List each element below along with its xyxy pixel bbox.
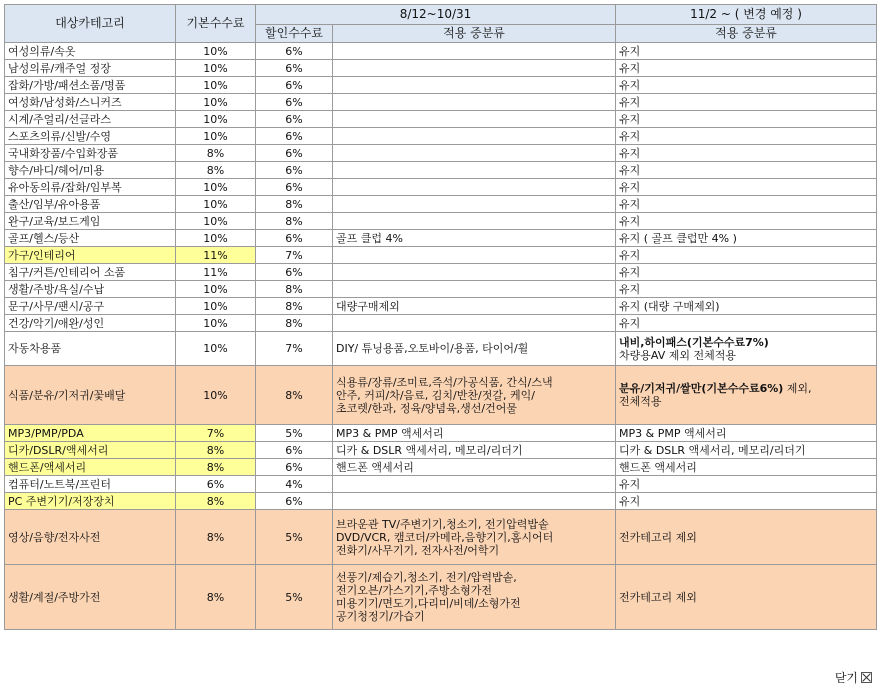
cell-sub1 — [333, 510, 616, 565]
cell-category: 골프/헬스/등산 — [5, 230, 176, 247]
table-row — [5, 332, 877, 366]
cell-sub2: 유지 — [616, 315, 877, 332]
text-line: 차량용AV 제외 전체적용 — [619, 348, 736, 362]
cell-category: 여성화/남성화/스니커즈 — [5, 94, 176, 111]
cell-category: 영상/음향/전자사전 — [5, 510, 176, 565]
cell-sub2: 유지 — [616, 476, 877, 493]
cell-discount-fee: 8% — [256, 213, 333, 230]
cell-base-fee: 10% — [176, 366, 256, 425]
cell-discount-fee: 6% — [256, 128, 333, 145]
cell-discount-fee: 8% — [256, 315, 333, 332]
cell-sub1 — [333, 493, 616, 510]
text-line: 전체적용 — [619, 395, 662, 408]
cell-sub2: 유지 — [616, 247, 877, 264]
cell-discount-fee: 6% — [256, 111, 333, 128]
cell-sub2 — [616, 332, 877, 366]
cell-base-fee: 11% — [176, 264, 256, 281]
cell-discount-fee: 6% — [256, 162, 333, 179]
cell-discount-fee: 6% — [256, 94, 333, 111]
cell-sub1 — [333, 281, 616, 298]
cell-category: 잡화/가방/패션소품/명품 — [5, 77, 176, 94]
cell-sub2: 디카 & DSLR 액세서리, 메모리/리더기 — [616, 442, 877, 459]
cell-sub1 — [333, 366, 616, 425]
cell-sub2: 유지 — [616, 281, 877, 298]
text-line: DVD/VCR, 캠코더/카메라,음향기기,홈시어터 — [336, 530, 554, 544]
cell-category: 디카/DSLR/액세서리 — [5, 442, 176, 459]
cell-sub1 — [333, 43, 616, 60]
cell-sub2: 유지 — [616, 111, 877, 128]
cell-sub1: 디카 & DSLR 액세서리, 메모리/리더기 — [333, 442, 616, 459]
cell-category: 컴퓨터/노트북/프린터 — [5, 476, 176, 493]
table-row — [5, 264, 877, 281]
cell-discount-fee: 6% — [256, 459, 333, 476]
table-row — [5, 230, 877, 247]
cell-category: 생활/주방/욕실/수납 — [5, 281, 176, 298]
cell-sub1 — [333, 247, 616, 264]
table-row — [5, 476, 877, 493]
cell-base-fee: 8% — [176, 442, 256, 459]
cell-sub1 — [333, 77, 616, 94]
cell-category: 건강/악기/애완/성인 — [5, 315, 176, 332]
cell-base-fee: 10% — [176, 298, 256, 315]
cell-base-fee: 8% — [176, 162, 256, 179]
cell-category: 남성의류/캐주얼 정장 — [5, 60, 176, 77]
cell-discount-fee: 6% — [256, 179, 333, 196]
cell-sub2: 유지 — [616, 179, 877, 196]
cell-sub2: 유지 — [616, 43, 877, 60]
table-row — [5, 442, 877, 459]
table-row — [5, 366, 877, 425]
close-icon — [861, 672, 872, 683]
cell-category: 시계/주얼리/선글라스 — [5, 111, 176, 128]
header-period2: 11/2 ~ ( 변경 예정 ) — [616, 5, 877, 25]
cell-sub2: 유지 — [616, 196, 877, 213]
header-row-1 — [5, 5, 877, 25]
cell-discount-fee: 6% — [256, 77, 333, 94]
cell-discount-fee: 5% — [256, 565, 333, 630]
cell-base-fee: 10% — [176, 230, 256, 247]
text-line: 안주, 커피/차/음료, 김치/반찬/젓갈, 케익/ — [336, 388, 535, 402]
cell-sub2 — [616, 366, 877, 425]
table-row — [5, 43, 877, 60]
table-row — [5, 493, 877, 510]
close-label: 닫기 — [834, 671, 858, 685]
text-line: 브라운관 TV/주변기기,청소기, 전기압력밥솥 — [336, 517, 549, 531]
cell-sub1 — [333, 128, 616, 145]
cell-discount-fee: 6% — [256, 230, 333, 247]
cell-sub1 — [333, 315, 616, 332]
cell-sub1 — [333, 179, 616, 196]
text-span: 제외, — [783, 382, 812, 395]
cell-sub1: DIY/ 튜닝용품,오토바이/용품, 타이어/휠 — [333, 332, 616, 366]
cell-base-fee: 10% — [176, 196, 256, 213]
cell-discount-fee: 6% — [256, 493, 333, 510]
table-body — [5, 43, 877, 630]
cell-category: 국내화장품/수입화장품 — [5, 145, 176, 162]
cell-sub1 — [333, 162, 616, 179]
cell-sub1 — [333, 94, 616, 111]
cell-category: 핸드폰/액세서리 — [5, 459, 176, 476]
cell-sub2: 유지 — [616, 264, 877, 281]
bold-note: 내비,하이패스(기본수수료7%) — [619, 335, 769, 349]
cell-base-fee: 10% — [176, 94, 256, 111]
cell-sub2: 유지 — [616, 213, 877, 230]
text-line: 공기청정기/가습기 — [336, 610, 425, 623]
text-line: 전기오븐/가스기기,주방소형가전 — [336, 584, 492, 597]
cell-base-fee: 8% — [176, 493, 256, 510]
cell-category: 문구/사무/팬시/공구 — [5, 298, 176, 315]
cell-sub2: 유지 — [616, 60, 877, 77]
table-row — [5, 315, 877, 332]
cell-sub2: 유지 — [616, 493, 877, 510]
cell-base-fee: 8% — [176, 459, 256, 476]
cell-discount-fee: 5% — [256, 510, 333, 565]
cell-sub1 — [333, 145, 616, 162]
header-base-fee: 기본수수료 — [176, 5, 256, 43]
table-row — [5, 565, 877, 630]
cell-sub2: MP3 & PMP 액세서리 — [616, 425, 877, 442]
cell-discount-fee: 8% — [256, 196, 333, 213]
table-row — [5, 111, 877, 128]
cell-category: 자동차용품 — [5, 332, 176, 366]
header-period1: 8/12~10/31 — [256, 5, 616, 25]
cell-category: 향수/바디/헤어/미용 — [5, 162, 176, 179]
cell-sub1: 골프 클럽 4% — [333, 230, 616, 247]
cell-discount-fee: 6% — [256, 60, 333, 77]
cell-sub1: MP3 & PMP 액세서리 — [333, 425, 616, 442]
cell-discount-fee: 7% — [256, 247, 333, 264]
cell-sub2: 유지 — [616, 145, 877, 162]
cell-sub1 — [333, 476, 616, 493]
bold-note: 분유/기저귀/쌀만(기본수수료6%) — [619, 382, 784, 395]
table-row — [5, 459, 877, 476]
cell-discount-fee: 7% — [256, 332, 333, 366]
cell-sub1 — [333, 264, 616, 281]
header-discount-fee: 할인수수료 — [256, 25, 333, 43]
header-applied-sub2: 적용 중분류 — [616, 25, 877, 43]
cell-sub2: 유지 — [616, 128, 877, 145]
cell-base-fee: 8% — [176, 145, 256, 162]
table-row — [5, 510, 877, 565]
cell-category: 생활/계절/주방가전 — [5, 565, 176, 630]
cell-category: PC 주변기기/저장장치 — [5, 493, 176, 510]
text-line: 식용류/장류/조미료,즉석/가공식품, 간식/스낵 — [336, 375, 553, 389]
cell-base-fee: 10% — [176, 128, 256, 145]
cell-discount-fee: 6% — [256, 442, 333, 459]
table-row — [5, 128, 877, 145]
table-row — [5, 213, 877, 230]
cell-category: 유아동의류/잡화/임부복 — [5, 179, 176, 196]
cell-discount-fee: 6% — [256, 264, 333, 281]
cell-sub1 — [333, 196, 616, 213]
header-applied-sub1: 적용 중분류 — [333, 25, 616, 43]
text-line: 미용기기/면도기,다리미/비데/소형가전 — [336, 597, 521, 610]
table-row — [5, 281, 877, 298]
cell-sub1 — [333, 213, 616, 230]
cell-category: 침구/커튼/인테리어 소품 — [5, 264, 176, 281]
cell-category: 여성의류/속옷 — [5, 43, 176, 60]
cell-base-fee: 10% — [176, 179, 256, 196]
cell-base-fee: 6% — [176, 476, 256, 493]
table-row — [5, 162, 877, 179]
cell-base-fee: 10% — [176, 43, 256, 60]
text-line: 선풍기/제습기,청소기, 전기/압력밥솥, — [336, 571, 517, 584]
cell-base-fee: 10% — [176, 213, 256, 230]
cell-sub2: 전카테고리 제외 — [616, 565, 877, 630]
cell-category: 스포츠의류/신발/수영 — [5, 128, 176, 145]
cell-category: MP3/PMP/PDA — [5, 425, 176, 442]
table-row — [5, 77, 877, 94]
cell-discount-fee: 6% — [256, 43, 333, 60]
table-row — [5, 425, 877, 442]
cell-category: 식품/분유/기저귀/꽃배달 — [5, 366, 176, 425]
cell-base-fee: 10% — [176, 77, 256, 94]
header-category: 대상카테고리 — [5, 5, 176, 43]
table-row — [5, 179, 877, 196]
fee-table — [4, 4, 877, 630]
cell-sub2: 유지 — [616, 77, 877, 94]
cell-sub2: 유지 ( 골프 클럽만 4% ) — [616, 230, 877, 247]
cell-base-fee: 10% — [176, 111, 256, 128]
cell-sub1 — [333, 111, 616, 128]
cell-base-fee: 10% — [176, 281, 256, 298]
table-row — [5, 298, 877, 315]
cell-sub1 — [333, 565, 616, 630]
cell-sub2: 유지 — [616, 162, 877, 179]
text-line: 초코렛/한과, 정육/양념육,생선/건어물 — [336, 401, 517, 415]
text-line: 전화기/사무기기, 전자사전/어학기 — [336, 543, 500, 557]
cell-sub2: 유지 (대량 구매제외) — [616, 298, 877, 315]
cell-discount-fee: 8% — [256, 298, 333, 315]
cell-base-fee: 8% — [176, 510, 256, 565]
cell-category: 완구/교육/보드게임 — [5, 213, 176, 230]
cell-base-fee: 10% — [176, 332, 256, 366]
cell-sub1: 대량구매제외 — [333, 298, 616, 315]
table-row — [5, 60, 877, 77]
cell-base-fee: 8% — [176, 565, 256, 630]
cell-base-fee: 10% — [176, 60, 256, 77]
cell-sub1: 핸드폰 액세서리 — [333, 459, 616, 476]
cell-discount-fee: 6% — [256, 145, 333, 162]
table-row — [5, 196, 877, 213]
table-row — [5, 94, 877, 111]
table-row — [5, 247, 877, 264]
cell-category: 출산/임부/유아용품 — [5, 196, 176, 213]
cell-discount-fee: 8% — [256, 366, 333, 425]
cell-base-fee: 11% — [176, 247, 256, 264]
cell-discount-fee: 5% — [256, 425, 333, 442]
table-row — [5, 145, 877, 162]
cell-sub2: 전카테고리 제외 — [616, 510, 877, 565]
close-button[interactable] — [835, 669, 872, 686]
cell-base-fee: 7% — [176, 425, 256, 442]
cell-discount-fee: 8% — [256, 281, 333, 298]
cell-sub2: 유지 — [616, 94, 877, 111]
cell-sub2: 핸드폰 액세서리 — [616, 459, 877, 476]
cell-discount-fee: 4% — [256, 476, 333, 493]
cell-base-fee: 10% — [176, 315, 256, 332]
cell-category: 가구/인테리어 — [5, 247, 176, 264]
cell-sub1 — [333, 60, 616, 77]
